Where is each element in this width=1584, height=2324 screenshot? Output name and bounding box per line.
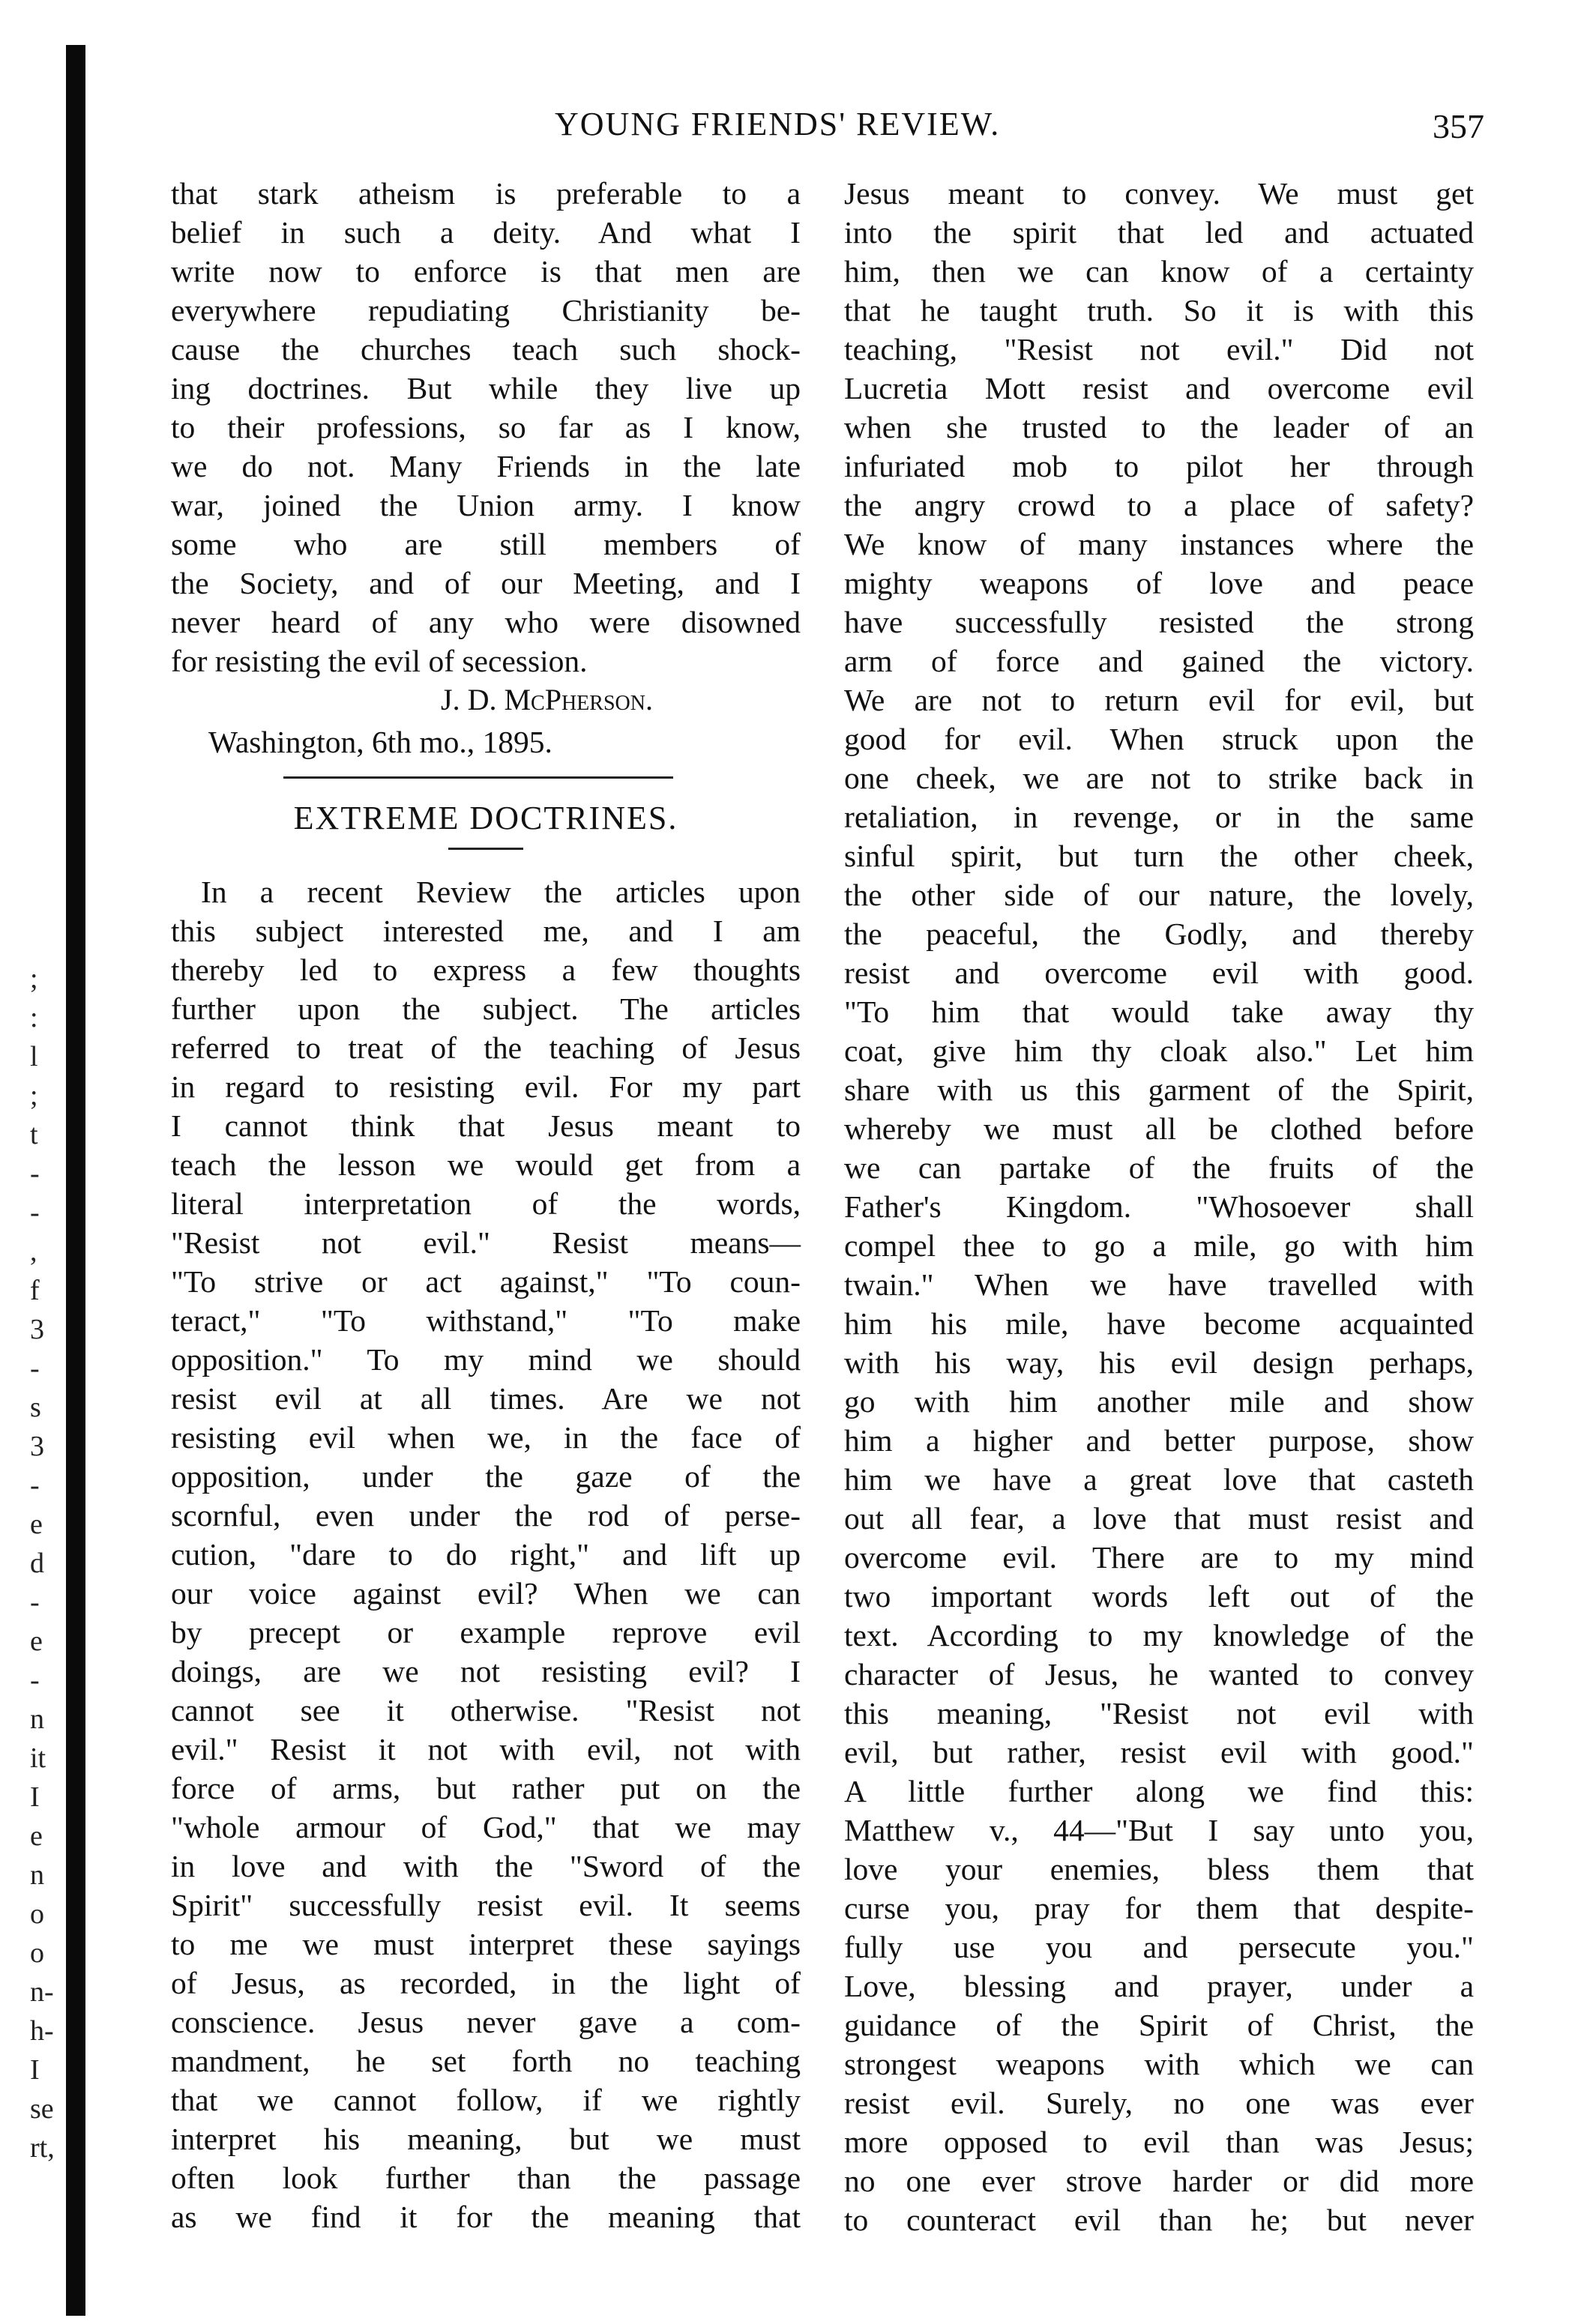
text-line: Jesus meant to convey. We must get [844,176,1474,211]
text-line: one cheek, we are not to strike back in [844,761,1474,795]
text-line: love your enemies, bless them that [844,1852,1474,1886]
margin-fragment: n [30,1703,44,1735]
text-line: conscience. Jesus never gave a com- [171,2005,801,2039]
text-line: Lucretia Mott resist and overcome evil [844,371,1474,405]
text-line: In a recent Review the articles upon [201,875,801,909]
margin-fragment: 3 [30,1314,44,1345]
text-line: into the spirit that led and actuated [844,215,1474,250]
margin-fragment: I [30,2054,40,2086]
text-line: resisting evil when we, in the face of [171,1420,801,1455]
text-line: cannot see it otherwise. "Resist not [171,1693,801,1727]
text-line: Love, blessing and prayer, under a [844,1969,1474,2003]
text-line: arm of force and gained the victory. [844,644,1474,678]
text-line: to counteract evil than he; but never [844,2203,1474,2237]
text-line: in love and with the "Sword of the [171,1849,801,1883]
text-line: good for evil. When struck upon the [844,722,1474,756]
margin-fragment: o [30,1937,44,1969]
text-line: twain." When we have travelled with [844,1267,1474,1302]
text-line: write now to enforce is that men are [171,254,801,289]
text-line: that we cannot follow, if we rightly [171,2083,801,2117]
text-line: evil, but rather, resist evil with good." [844,1735,1474,1769]
margin-fragment: ; [30,1080,38,1111]
margin-fragment: - [30,1197,40,1228]
margin-fragment: - [30,1470,40,1501]
text-line: no one ever strove harder or did more [844,2164,1474,2198]
previous-page-margin-fragments [30,959,75,2167]
text-line: compel thee to go a mile, go with him [844,1228,1474,1263]
text-line: often look further than the passage [171,2161,801,2195]
text-line: him his mile, have become acquainted [844,1306,1474,1341]
text-line: this subject interested me, and I am [171,914,801,948]
margin-fragment: 3 [30,1431,44,1462]
margin-fragment: n- [30,1976,54,2008]
text-line: with his way, his evil design perhaps, [844,1345,1474,1380]
text-line: Spirit" successfully resist evil. It seems [171,1888,801,1922]
text-line: belief in such a deity. And what I [171,215,801,250]
margin-fragment: : [30,1002,38,1033]
text-line: the Society, and of our Meeting, and I [171,566,801,600]
text-line: character of Jesus, he wanted to convey [844,1657,1474,1691]
margin-fragment: n [30,1859,44,1891]
text-line: two important words left out of the [844,1579,1474,1614]
text-line: to me we must interpret these sayings [171,1927,801,1961]
text-line: in regard to resisting evil. For my part [171,1069,801,1104]
margin-fragment: ; [30,963,38,995]
page-number: 357 [1433,107,1484,145]
section-divider [283,776,673,779]
text-line: opposition, under the gaze of the [171,1459,801,1494]
author-signature: J. D. McPherson. [441,683,653,716]
text-line: the angry crowd to a place of safety? [844,488,1474,522]
text-line: overcome evil. There are to my mind [844,1540,1474,1575]
text-line: the other side of our nature, the lovely, [844,878,1474,912]
text-line: fully use you and persecute you." [844,1930,1474,1964]
text-line: further upon the subject. The articles [171,992,801,1026]
margin-fragment: t [30,1119,38,1150]
margin-fragment: e [30,1820,43,1852]
text-line: resist evil at all times. Are we not [171,1381,801,1416]
text-line: infuriated mob to pilot her through [844,449,1474,483]
margin-fragment: rt, [30,2132,55,2164]
text-line: "To strive or act against," "To coun- [171,1264,801,1299]
article-body-continued [844,174,1474,2239]
margin-fragment: - [30,1664,40,1696]
text-line: the peaceful, the Godly, and thereby [844,917,1474,951]
text-line: guidance of the Spirit of Christ, the [844,2008,1474,2042]
text-line: "Resist not evil." Resist means— [171,1225,801,1260]
text-line: thereby led to express a few thoughts [171,953,801,987]
margin-fragment: h- [30,2015,54,2047]
text-line: We are not to return evil for evil, but [844,683,1474,717]
text-line: Matthew v., 44—"But I say unto you, [844,1813,1474,1847]
text-line: for resisting the evil of secession. [171,644,588,678]
text-line: of Jesus, as recorded, in the light of [171,1966,801,2000]
page-header [172,105,1484,157]
text-line: mighty weapons of love and peace [844,566,1474,600]
text-line: whereby we must all be clothed before [844,1111,1474,1146]
margin-fragment: - [30,1587,40,1618]
text-line: some who are still members of [171,527,801,561]
text-line: him a higher and better purpose, show [844,1423,1474,1458]
text-line: mandment, he set forth no teaching [171,2044,801,2078]
text-line: that stark atheism is preferable to a [171,176,801,211]
text-line: teract," "To withstand," "To make [171,1303,801,1338]
text-line: A little further along we find this: [844,1774,1474,1808]
article-body-start [171,872,801,2236]
margin-fragment: s [30,1392,41,1423]
text-line: war, joined the Union army. I know [171,488,801,522]
text-line: literal interpretation of the words, [171,1186,801,1221]
text-line: We know of many instances where the [844,527,1474,561]
title-rule [448,848,523,850]
text-line: everywhere repudiating Christianity be- [171,293,801,328]
text-line: text. According to my knowledge of the [844,1618,1474,1653]
text-line: more opposed to evil than was Jesus; [844,2125,1474,2159]
text-line: we can partake of the fruits of the [844,1150,1474,1185]
left-column [171,174,801,2236]
text-line: interpret his meaning, but we must [171,2122,801,2156]
text-line: share with us this garment of the Spirit, [844,1072,1474,1107]
margin-fragment: e [30,1509,43,1540]
text-line: this meaning, "Resist not evil with [844,1696,1474,1730]
text-line: as we find it for the meaning that [171,2200,801,2234]
margin-fragment: e [30,1626,43,1657]
text-line: resist and overcome evil with good. [844,956,1474,990]
text-line: cution, "dare to do right," and lift up [171,1537,801,1572]
margin-fragment: , [30,1236,37,1267]
text-line: "To him that would take away thy [844,995,1474,1029]
right-column [844,174,1474,2239]
text-line: "whole armour of God," that we may [171,1810,801,1844]
text-line: I cannot think that Jesus meant to [171,1108,801,1143]
margin-fragment: se [30,2093,54,2125]
text-line: that he taught truth. So it is with this [844,293,1474,328]
margin-fragment: l [30,1041,38,1072]
text-line: our voice against evil? When we can [171,1576,801,1611]
text-line: opposition." To my mind we should [171,1342,801,1377]
text-line: retaliation, in revenge, or in the same [844,800,1474,834]
margin-fragment: it [30,1742,46,1774]
text-line: have successfully resisted the strong [844,605,1474,639]
text-line: sinful spirit, but turn the other cheek, [844,839,1474,873]
text-line: resist evil. Surely, no one was ever [844,2086,1474,2120]
dateline: Washington, 6th mo., 1895. [208,725,552,759]
text-line: him, then we can know of a certainty [844,254,1474,289]
article-title: EXTREME DOCTRINES. [293,800,678,836]
text-line: curse you, pray for them that despite- [844,1891,1474,1925]
margin-fragment: - [30,1158,40,1189]
text-line: teaching, "Resist not evil." Did not [844,332,1474,366]
margin-fragment: o [30,1898,44,1930]
margin-fragment: I [30,1781,40,1813]
text-line: referred to treat of the teaching of Jesus [171,1030,801,1065]
text-line: never heard of any who were disowned [171,605,801,639]
text-line: coat, give him thy cloak also." Let him [844,1033,1474,1068]
margin-fragment: f [30,1275,40,1306]
margin-fragment: d [30,1548,44,1579]
running-title: YOUNG FRIENDS' REVIEW. [555,106,1001,142]
text-line: Father's Kingdom. "Whosoever shall [844,1189,1474,1224]
letter-conclusion [171,174,801,680]
text-line: when she trusted to the leader of an [844,410,1474,444]
text-line: force of arms, but rather put on the [171,1771,801,1805]
text-line: evil." Resist it not with evil, not with [171,1732,801,1766]
text-line: cause the churches teach such shock- [171,332,801,366]
text-line: scornful, even under the rod of perse- [171,1498,801,1533]
text-line: ing doctrines. But while they live up [171,371,801,405]
text-line: by precept or example reprove evil [171,1615,801,1650]
text-line: to their professions, so far as I know, [171,410,801,444]
text-line: go with him another mile and show [844,1384,1474,1419]
text-line: out all fear, a love that must resist and [844,1501,1474,1536]
text-line: we do not. Many Friends in the late [171,449,801,483]
text-line: doings, are we not resisting evil? I [171,1654,801,1688]
text-line: strongest weapons with which we can [844,2047,1474,2081]
text-line: teach the lesson we would get from a [171,1147,801,1182]
text-line: him we have a great love that casteth [844,1462,1474,1497]
margin-fragment: - [30,1353,40,1384]
